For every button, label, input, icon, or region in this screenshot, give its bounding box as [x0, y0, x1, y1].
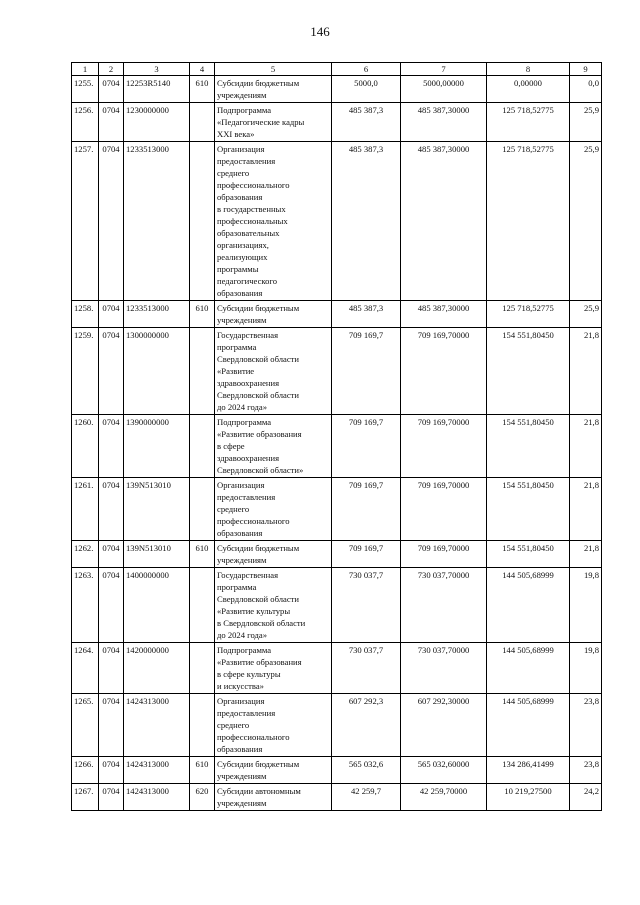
- item-name-line: Свердловской области»: [217, 465, 304, 475]
- executed-amount: 125 718,52775: [487, 142, 570, 301]
- item-name-line: программа: [217, 342, 257, 352]
- item-name-line: Свердловской области: [217, 594, 300, 604]
- table-row: [72, 694, 602, 757]
- execution-percent: 0,0: [570, 76, 602, 103]
- row-number: 1267.: [72, 784, 99, 811]
- expense-type-code: 610: [190, 301, 215, 328]
- item-name-line: Государственная: [217, 330, 279, 340]
- item-name: [215, 478, 332, 541]
- item-name-line: Субсидии автономным: [217, 786, 301, 796]
- column-header: 8: [487, 63, 570, 76]
- item-name-line: «Развитие образования: [217, 657, 302, 667]
- expense-type-code: [190, 328, 215, 415]
- item-name-line: программы: [217, 264, 259, 274]
- item-name-line: Субсидии бюджетным: [217, 78, 300, 88]
- execution-percent: 25,9: [570, 103, 602, 142]
- item-name: [215, 76, 332, 103]
- execution-percent: 21,8: [570, 328, 602, 415]
- table-row: [72, 328, 602, 415]
- target-article-code: 1390000000: [124, 415, 190, 478]
- executed-amount: 154 551,80450: [487, 541, 570, 568]
- table-header-row: [72, 63, 602, 76]
- refined-amount: 607 292,30000: [401, 694, 487, 757]
- row-number: 1256.: [72, 103, 99, 142]
- item-name-line: «Развитие: [217, 366, 255, 376]
- section-code: 0704: [99, 568, 124, 643]
- item-name-line: среднего: [217, 720, 250, 730]
- approved-amount: 709 169,7: [332, 541, 401, 568]
- expense-type-code: 610: [190, 757, 215, 784]
- refined-amount: 42 259,70000: [401, 784, 487, 811]
- table-row: [72, 478, 602, 541]
- item-name-line: профессионального: [217, 180, 290, 190]
- item-name: [215, 415, 332, 478]
- table-row: [72, 415, 602, 478]
- section-code: 0704: [99, 103, 124, 142]
- execution-percent: 23,8: [570, 694, 602, 757]
- row-number: 1259.: [72, 328, 99, 415]
- item-name: [215, 541, 332, 568]
- item-name-line: учреждениям: [217, 555, 267, 565]
- row-number: 1260.: [72, 415, 99, 478]
- item-name-line: среднего: [217, 168, 250, 178]
- executed-amount: 0,00000: [487, 76, 570, 103]
- expense-type-code: [190, 643, 215, 694]
- expense-type-code: [190, 694, 215, 757]
- item-name-line: Организация: [217, 480, 265, 490]
- row-number: 1255.: [72, 76, 99, 103]
- section-code: 0704: [99, 784, 124, 811]
- item-name-line: Субсидии бюджетным: [217, 303, 300, 313]
- executed-amount: 154 551,80450: [487, 328, 570, 415]
- section-code: 0704: [99, 415, 124, 478]
- item-name-line: образования: [217, 288, 263, 298]
- row-number: 1257.: [72, 142, 99, 301]
- item-name-line: профессионального: [217, 516, 290, 526]
- approved-amount: 730 037,7: [332, 568, 401, 643]
- execution-percent: 19,8: [570, 643, 602, 694]
- target-article-code: 1233513000: [124, 142, 190, 301]
- section-code: 0704: [99, 328, 124, 415]
- item-name: [215, 568, 332, 643]
- refined-amount: 485 387,30000: [401, 142, 487, 301]
- executed-amount: 154 551,80450: [487, 478, 570, 541]
- refined-amount: 485 387,30000: [401, 103, 487, 142]
- item-name: [215, 142, 332, 301]
- refined-amount: 730 037,70000: [401, 568, 487, 643]
- item-name-line: Подпрограмма: [217, 417, 272, 427]
- table-row: [72, 643, 602, 694]
- table-row: [72, 568, 602, 643]
- expense-type-code: 610: [190, 541, 215, 568]
- item-name-line: педагогического: [217, 276, 278, 286]
- column-header: 4: [190, 63, 215, 76]
- column-header: 7: [401, 63, 487, 76]
- executed-amount: 154 551,80450: [487, 415, 570, 478]
- item-name: [215, 328, 332, 415]
- item-name-line: здравоохранения: [217, 378, 280, 388]
- approved-amount: 5000,0: [332, 76, 401, 103]
- refined-amount: 709 169,70000: [401, 328, 487, 415]
- item-name-line: организациях,: [217, 240, 269, 250]
- item-name-line: реализующих: [217, 252, 268, 262]
- section-code: 0704: [99, 301, 124, 328]
- approved-amount: 485 387,3: [332, 103, 401, 142]
- expense-type-code: [190, 568, 215, 643]
- approved-amount: 709 169,7: [332, 328, 401, 415]
- expense-type-code: 620: [190, 784, 215, 811]
- target-article-code: 1400000000: [124, 568, 190, 643]
- section-code: 0704: [99, 541, 124, 568]
- item-name-line: Подпрограмма: [217, 105, 272, 115]
- target-article-code: 1424313000: [124, 784, 190, 811]
- target-article-code: 1424313000: [124, 757, 190, 784]
- item-name-line: «Развитие культуры: [217, 606, 291, 616]
- column-header: 6: [332, 63, 401, 76]
- approved-amount: 485 387,3: [332, 301, 401, 328]
- refined-amount: 565 032,60000: [401, 757, 487, 784]
- section-code: 0704: [99, 757, 124, 784]
- column-header: 9: [570, 63, 602, 76]
- item-name-line: учреждениям: [217, 315, 267, 325]
- item-name: [215, 103, 332, 142]
- execution-percent: 21,8: [570, 415, 602, 478]
- item-name-line: учреждениям: [217, 798, 267, 808]
- table-row: [72, 757, 602, 784]
- table-row: [72, 103, 602, 142]
- item-name-line: профессионального: [217, 732, 290, 742]
- refined-amount: 730 037,70000: [401, 643, 487, 694]
- item-name-line: в сфере культуры: [217, 669, 281, 679]
- item-name-line: образования: [217, 192, 263, 202]
- expense-type-code: [190, 103, 215, 142]
- item-name-line: до 2024 года»: [217, 402, 267, 412]
- execution-percent: 19,8: [570, 568, 602, 643]
- section-code: 0704: [99, 643, 124, 694]
- approved-amount: 485 387,3: [332, 142, 401, 301]
- section-code: 0704: [99, 142, 124, 301]
- item-name-line: здравоохранения: [217, 453, 280, 463]
- item-name-line: в сфере: [217, 441, 245, 451]
- item-name-line: Свердловской области: [217, 390, 300, 400]
- column-header: 5: [215, 63, 332, 76]
- refined-amount: 485 387,30000: [401, 301, 487, 328]
- row-number: 1262.: [72, 541, 99, 568]
- item-name-line: среднего: [217, 504, 250, 514]
- section-code: 0704: [99, 478, 124, 541]
- item-name: [215, 694, 332, 757]
- approved-amount: 607 292,3: [332, 694, 401, 757]
- target-article-code: 12253R5140: [124, 76, 190, 103]
- item-name-line: до 2024 года»: [217, 630, 267, 640]
- item-name-line: учреждениям: [217, 771, 267, 781]
- item-name-line: «Развитие образования: [217, 429, 302, 439]
- item-name-line: и искусства»: [217, 681, 264, 691]
- target-article-code: 1230000000: [124, 103, 190, 142]
- expense-type-code: [190, 142, 215, 301]
- executed-amount: 134 286,41499: [487, 757, 570, 784]
- item-name-line: XXI века»: [217, 129, 255, 139]
- budget-table: [71, 62, 602, 811]
- item-name-line: Организация: [217, 144, 265, 154]
- execution-percent: 24,2: [570, 784, 602, 811]
- executed-amount: 10 219,27500: [487, 784, 570, 811]
- item-name-line: Организация: [217, 696, 265, 706]
- row-number: 1266.: [72, 757, 99, 784]
- execution-percent: 25,9: [570, 301, 602, 328]
- item-name-line: Государственная: [217, 570, 279, 580]
- execution-percent: 21,8: [570, 541, 602, 568]
- item-name: [215, 757, 332, 784]
- item-name-line: Субсидии бюджетным: [217, 759, 300, 769]
- table-row: [72, 784, 602, 811]
- page-number: 146: [310, 24, 330, 39]
- target-article-code: 1300000000: [124, 328, 190, 415]
- table-row: [72, 76, 602, 103]
- approved-amount: 730 037,7: [332, 643, 401, 694]
- target-article-code: 1420000000: [124, 643, 190, 694]
- executed-amount: 125 718,52775: [487, 301, 570, 328]
- item-name-line: предоставления: [217, 156, 276, 166]
- refined-amount: 5000,00000: [401, 76, 487, 103]
- row-number: 1263.: [72, 568, 99, 643]
- approved-amount: 709 169,7: [332, 415, 401, 478]
- approved-amount: 565 032,6: [332, 757, 401, 784]
- item-name: [215, 643, 332, 694]
- item-name-line: Свердловской области: [217, 354, 300, 364]
- refined-amount: 709 169,70000: [401, 478, 487, 541]
- executed-amount: 144 505,68999: [487, 694, 570, 757]
- executed-amount: 125 718,52775: [487, 103, 570, 142]
- row-number: 1265.: [72, 694, 99, 757]
- column-header: 2: [99, 63, 124, 76]
- item-name: [215, 301, 332, 328]
- row-number: 1264.: [72, 643, 99, 694]
- column-header: 1: [72, 63, 99, 76]
- item-name-line: профессиональных: [217, 216, 288, 226]
- execution-percent: 23,8: [570, 757, 602, 784]
- expense-type-code: [190, 478, 215, 541]
- expense-type-code: 610: [190, 76, 215, 103]
- item-name-line: образования: [217, 744, 263, 754]
- approved-amount: 709 169,7: [332, 478, 401, 541]
- executed-amount: 144 505,68999: [487, 643, 570, 694]
- item-name-line: в Свердловской области: [217, 618, 306, 628]
- target-article-code: 139N513010: [124, 478, 190, 541]
- section-code: 0704: [99, 76, 124, 103]
- item-name-line: образования: [217, 528, 263, 538]
- item-name-line: в государственных: [217, 204, 286, 214]
- item-name: [215, 784, 332, 811]
- table-row: [72, 541, 602, 568]
- item-name-line: Субсидии бюджетным: [217, 543, 300, 553]
- section-code: 0704: [99, 694, 124, 757]
- target-article-code: 1424313000: [124, 694, 190, 757]
- column-header: 3: [124, 63, 190, 76]
- execution-percent: 21,8: [570, 478, 602, 541]
- refined-amount: 709 169,70000: [401, 541, 487, 568]
- target-article-code: 139N513010: [124, 541, 190, 568]
- approved-amount: 42 259,7: [332, 784, 401, 811]
- executed-amount: 144 505,68999: [487, 568, 570, 643]
- table-row: [72, 301, 602, 328]
- item-name-line: Подпрограмма: [217, 645, 272, 655]
- expense-type-code: [190, 415, 215, 478]
- item-name-line: предоставления: [217, 492, 276, 502]
- target-article-code: 1233513000: [124, 301, 190, 328]
- table-row: [72, 142, 602, 301]
- item-name-line: программа: [217, 582, 257, 592]
- execution-percent: 25,9: [570, 142, 602, 301]
- item-name-line: «Педагогические кадры: [217, 117, 305, 127]
- item-name-line: учреждениям: [217, 90, 267, 100]
- row-number: 1261.: [72, 478, 99, 541]
- row-number: 1258.: [72, 301, 99, 328]
- refined-amount: 709 169,70000: [401, 415, 487, 478]
- item-name-line: предоставления: [217, 708, 276, 718]
- item-name-line: образовательных: [217, 228, 280, 238]
